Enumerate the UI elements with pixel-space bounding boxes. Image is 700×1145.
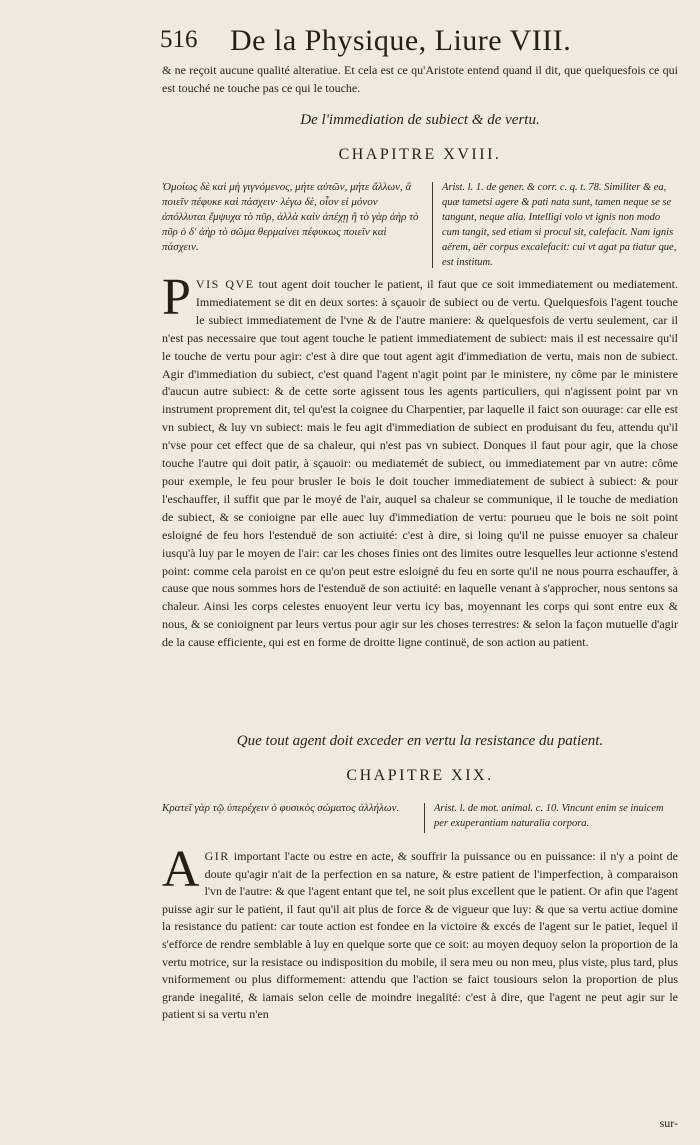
chapter-heading: CHAPITRE XVIII. [338,146,502,163]
greek-text: Κρατεῖ γὰρ τῷ ὑπερέχειν ὁ φυσικὸς σώματος ἀλλήλων. [162,802,400,814]
latin-note-text: Arist. l. 1. de gener. & corr. c. q. t. 78. Similiter & ea, quæ tametsi agere & pati nata sunt, tamen neque se se tangunt, neque alia. Intelligi volo vt ignis non modo cum tangit, sed etiam si procul sit, calefacit. Nam ignis aërem, aër corpus excalefacit: cui vt agat pa tiatur que, est institum. [442,182,677,268]
greek-text: Ὁμοίως δὲ καὶ μὴ γιγνόμενος, μήτε αὐτῶν, μήτε ἄλλων, ἃ ποιεῖν πέφυκε καὶ πάσχειν· λέγω δὲ, οἷον εἰ μόνον ἀπόλλυται ἔμψυχα τὸ πῦρ, ἀλλὰ καὶν ἀπέχῃ ἢ τὸ γὰρ ἀὴρ τὸ πῦρ ὁ δ' ἀὴρ τὸ σῶμα θερμαίνει πέφυκως ποιεῖν καὶ πάσχειν. [162,181,419,253]
greek-quotation [162,180,424,255]
drop-cap: A [162,841,200,898]
latin-note-text: Arist. l. de mot. animal. c. 10. Vincunt enim se inuicem per exuperantiam naturalia corpora. [434,803,664,829]
chapter-18-body [162,269,679,652]
column-divider [424,803,425,833]
intro-text: & ne reçoit aucune qualité alteratiue. Et cela est ce qu'Aristote entend quand il dit, que quelquesfois ce qui est touché ne touche pas ce qui le touche. [162,63,678,95]
body-text: tout agent doit toucher le patient, il faut que ce soit immediatement ou mediatement. Immediatement se dit en deux sortes: à sçauoir de subiect ou de vertu. Quelquesfois l'agent touche le subiect immediatement de l'vne & de l'autre maniere: & quelquesfois de vertu seulement, car il n'est pas necessaire que tout agent touche le patient immediatement de subiect: mais il est necessaire qu'il le touche de vertu pour agir: c'est à dire que tout agent agit d'immediation de vertu, mais non de subiect. Agir d'immediation du subiect, c'est quand l'agent n'agit point par le ministere, ny côme par le ministere d'aucun autre subiect: & de cette sorte agissent tous les agents particuliers, qui n'agissent point par vn instrument proprement dit, tel qu'est la coignee du Charpentier, par laquelle il faict son ouurage: car elle est vn subiect, & luy vn subiect: mais le feu agit d'immediation de subiect en produisant du feu, attendu qu'il n'vse pour cet effect que de sa chaleur, qui n'est pas vn subiect. Donques il faut pour agir, que la chose touche l'autre qui doit patir, à sçauoir: ou mediatemét de subiect, ou immediatement par vn autre: côme pour exemple, le feu pour brusler le bois le doit toucher immediatement de subiect à subiect: & pour l'eschauffer, il suffit que par le moyé de l'air, auquel sa chaleur se communique, il le touche de mediation de subiect, & se conioigne par elle auec luy d'immediation de vertu: pourueu que le bois ne soit point esloigné de feu hors l'estenduë de son actiuité: c'est à dire, si loing qu'il ne puisse enuoyer sa chaleur iusqu'à luy par le moyen de l'air: car les choses finies ont des limites outre lesquelles leur actionne s'estend point: comme cela paroist en ce qu'on peut estre esloigné du feu en sorte qu'il ne nous pourra eschauffer, à cause que nous sommes hors de l'estenduë de son actiuité: en laquelle venant à s'approcher, nous sentons sa chaleur. Ainsi les corps celestes enuoyent leur vertu icy bas, moyennant les corps qui sont entre eux & nous, & se conioignent par leurs vertus pour agir sur les choses terrestres: & selon la façon mutuelle d'agir de la cause efficiente, qui est en forme de droitte ligne continuë, de son action au patient. [162,277,679,650]
latin-marginal-note [442,180,678,270]
section-subtitle: De l'immediation de subiect & de vertu. [300,112,540,128]
drop-cap: P [162,269,191,326]
intro-paragraph [162,62,678,97]
chapter-19-body [162,841,679,1024]
page-header [160,24,670,58]
column-divider [432,182,433,268]
lead-small-caps: VIS QVE [195,277,255,291]
chapter-heading: CHAPITRE XIX. [346,767,494,784]
body-text: important l'acte ou estre en acte, & souffrir la puissance ou en puissance: il n'y a point de doute qu'agir n'ait de la perfection en sa nature, & estre patient de l'imperfection, à comparaison l'vn de l'autre: & que l'agent entant que tel, ne soit plus excellent que le patient. Or afin que l'agent puisse agir sur le patient, il faut qu'il ait plus de force & de vigueur que luy: & que sa vertu actiue domine la resistance du patient: car toute action est fondee en la victoire & excés de l'agent sur le patiet, lequel il s'efforce de rendre semblable à luy en quelque sorte que ce soit: au moyen dequoy selon la proportion de la vertu motrice, sur la resistace ou indisposition du mobile, il sera meu ou non meu, plus viste, plus tard, plus vniformement ou plus difformement: attendu que l'action se faict tousiours selon la proportion de plus grande inegalité, & iamais selon celle de moindre inegalité: c'est à dire, que l'agent ne peut agir sur le patient si sa vertu n'en [162,849,679,1022]
running-title: De la Physique, Liure VIII. [230,24,572,57]
catchword: sur- [659,1116,678,1130]
latin-marginal-note [434,801,678,831]
section-subtitle: Que tout agent doit exceder en vertu la resistance du patient. [236,733,604,749]
page-number: 516 [160,26,198,53]
lead-small-caps: GIR [204,849,230,863]
greek-quotation [162,801,412,816]
